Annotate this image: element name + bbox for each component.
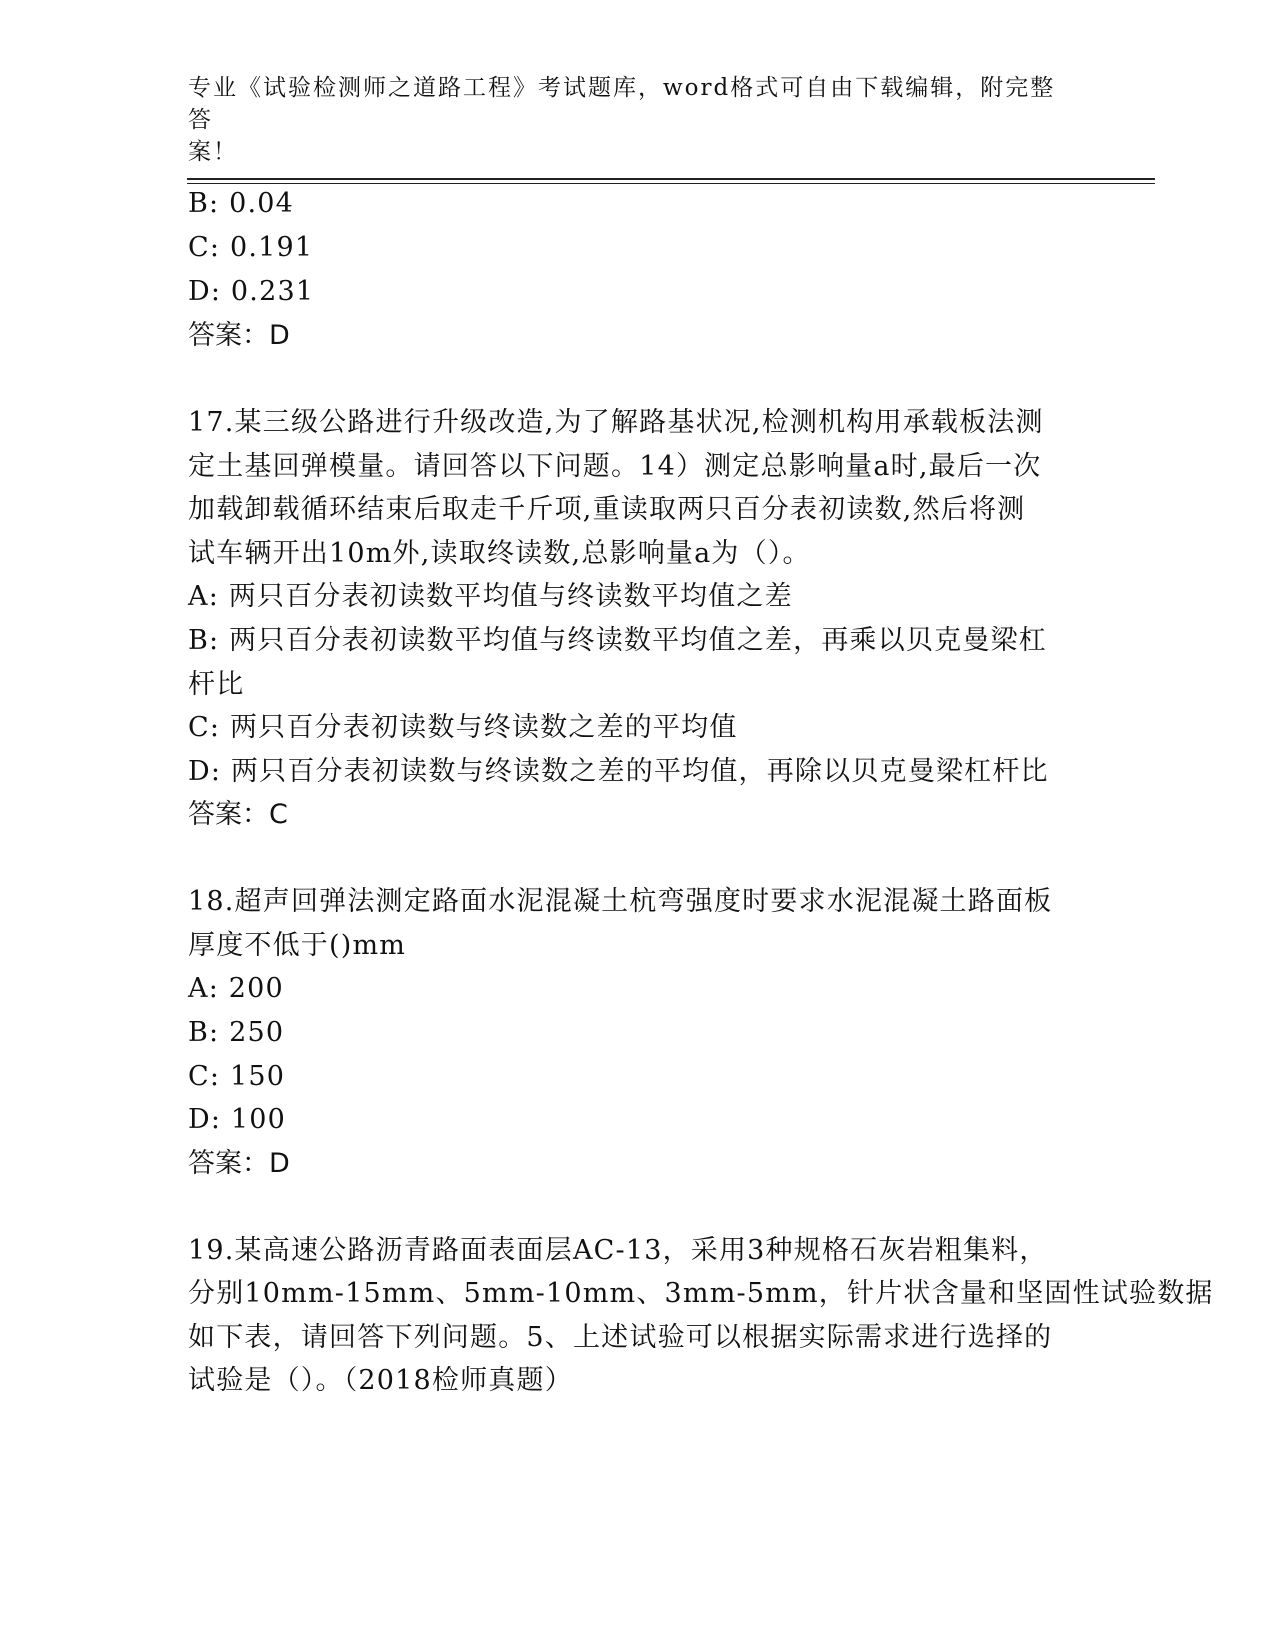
q17-option-c: C: 两只百分表初读数与终读数之差的平均值	[188, 712, 738, 743]
header-line-1: 专业《试验检测师之道路工程》考试题库，word格式可自由下载编辑，附完整答	[188, 75, 1056, 133]
q17-stem-line-1: 17.某三级公路进行升级改造,为了解路基状况,检测机构用承载板法测	[188, 407, 1044, 438]
q17-option-b-line-2: 杆比	[188, 669, 245, 700]
q19-stem-line-1: 19.某高速公路沥青路面表面层AC-13，采用3种规格石灰岩粗集料，	[188, 1235, 1048, 1266]
q18-stem-line-2: 厚度不低于()mm	[188, 930, 407, 961]
q18-answer: 答案：D	[188, 1148, 290, 1179]
q16-option-b: B: 0.04	[188, 188, 295, 219]
q18-option-b: B: 250	[188, 1017, 285, 1048]
document-header	[188, 72, 1068, 168]
q16-option-d: D: 0.231	[188, 276, 315, 307]
q18-option-a: A: 200	[188, 973, 284, 1004]
q17-option-d: D: 两只百分表初读数与终读数之差的平均值，再除以贝克曼梁杠杆比	[188, 756, 1049, 787]
q17-stem-line-4: 试车辆开出10m外,读取终读数,总影响量a为（）。	[188, 538, 811, 569]
q19-stem-line-4: 试验是（）。（2018检师真题）	[188, 1365, 573, 1396]
header-rule-thin	[187, 183, 1155, 184]
q19-stem-line-3: 如下表，请回答下列问题。5、上述试验可以根据实际需求进行选择的	[188, 1322, 1053, 1353]
q18-stem-line-1: 18.超声回弹法测定路面水泥混凝土杭弯强度时要求水泥混凝土路面板	[188, 886, 1053, 917]
q17-stem-line-2: 定土基回弹模量。请回答以下问题。14）测定总影响量a时,最后一次	[188, 451, 1042, 482]
q16-answer: 答案：D	[188, 320, 290, 351]
q17-option-b-line-1: B: 两只百分表初读数平均值与终读数平均值之差，再乘以贝克曼梁杠	[188, 625, 1047, 656]
q17-stem-line-3: 加载卸载循环结束后取走千斤项,重读取两只百分表初读数,然后将测	[188, 494, 1026, 525]
q18-option-d: D: 100	[188, 1104, 287, 1135]
q19-stem-line-2: 分别10mm-15mm、5mm-10mm、3mm-5mm，针片状含量和坚固性试验数据	[188, 1278, 1214, 1309]
q18-option-c: C: 150	[188, 1061, 286, 1092]
header-rule-thick	[187, 178, 1155, 180]
q17-answer: 答案：C	[188, 799, 288, 830]
q17-option-a: A: 两只百分表初读数平均值与终读数平均值之差	[188, 581, 793, 612]
header-line-2: 案！	[188, 139, 238, 165]
q16-option-c: C: 0.191	[188, 232, 314, 263]
